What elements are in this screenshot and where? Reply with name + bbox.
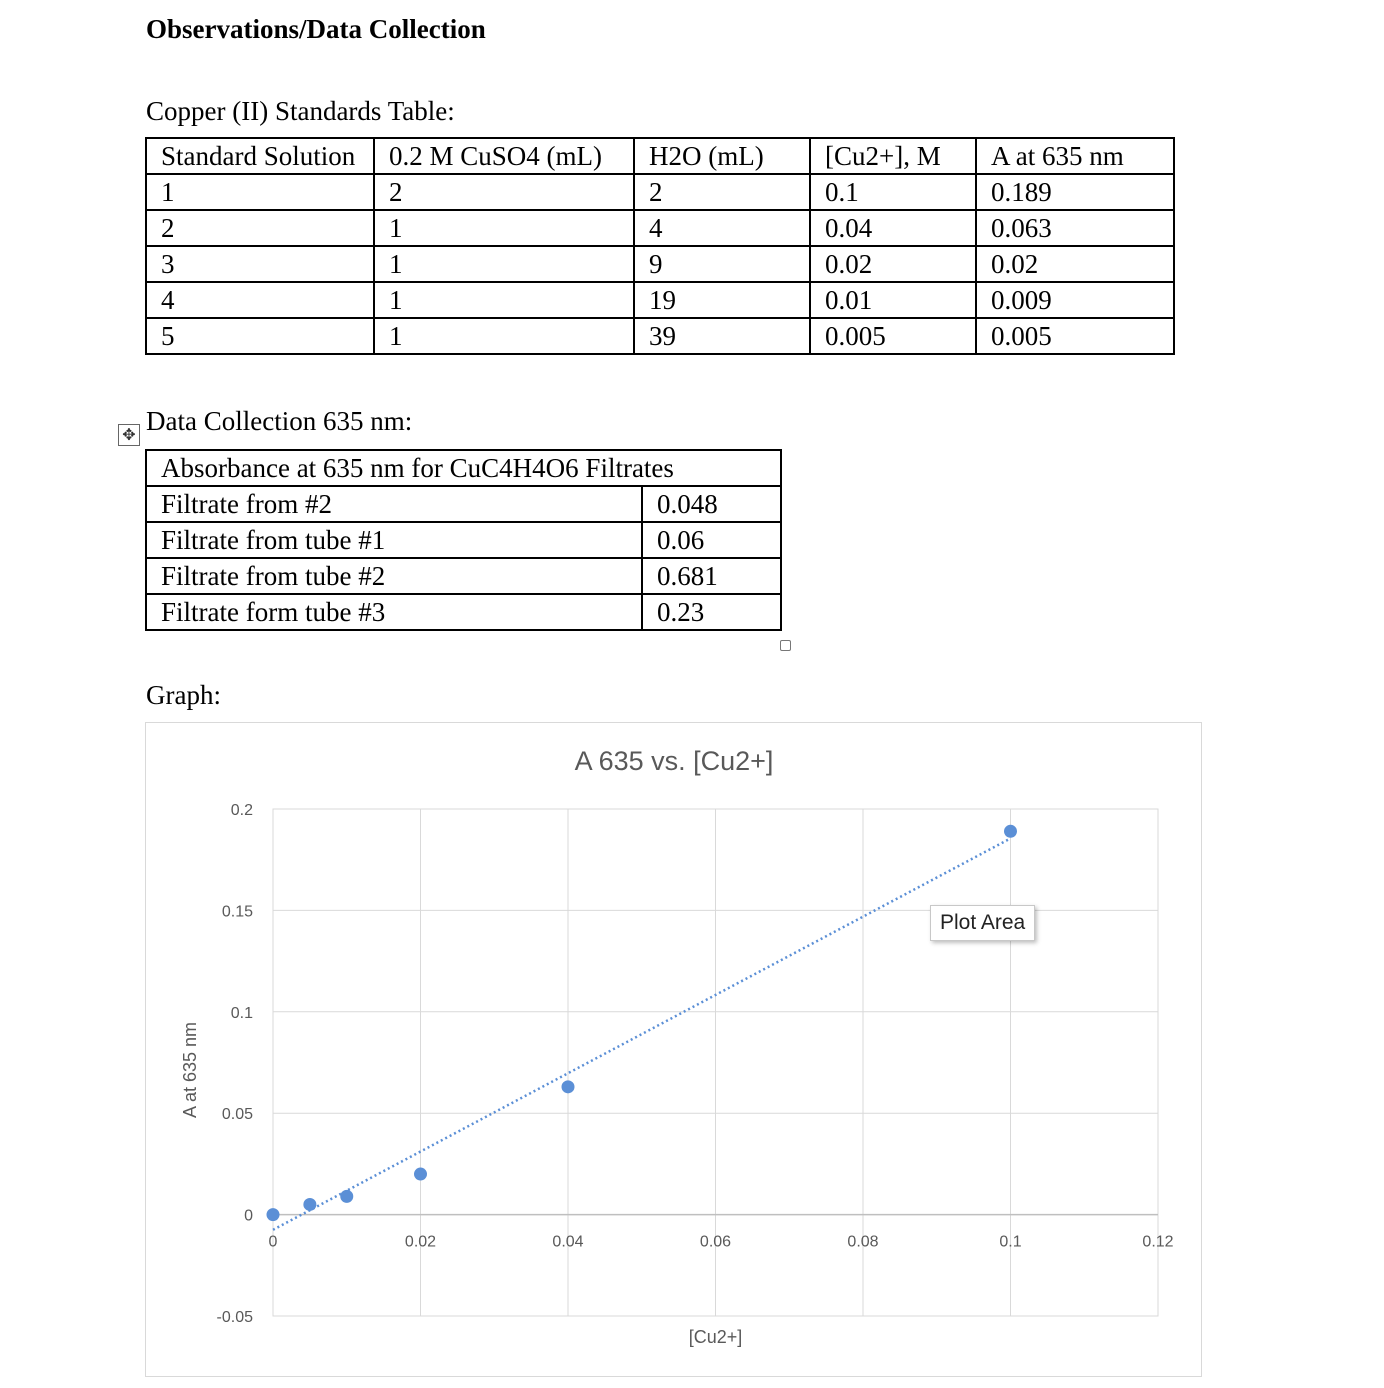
data-point (414, 1168, 427, 1181)
table-resize-handle[interactable] (780, 640, 791, 651)
table-cell[interactable]: 39 (634, 318, 810, 354)
table-cell[interactable]: Filtrate from tube #2 (146, 558, 642, 594)
chart-title: A 635 vs. [Cu2+] (574, 746, 774, 776)
table-cell[interactable]: Filtrate from #2 (146, 486, 642, 522)
y-tick-label: -0.05 (216, 1309, 253, 1326)
table-row (146, 522, 781, 558)
data-collection-table (145, 449, 782, 631)
data-point (562, 1080, 575, 1093)
header-cell[interactable]: 0.2 M CuSO4 (mL) (374, 138, 634, 174)
data-point (267, 1208, 280, 1221)
page-title: Observations/Data Collection (146, 14, 486, 44)
table-row (146, 174, 1174, 210)
table-header-row (146, 138, 1174, 174)
table-cell[interactable]: 4 (146, 282, 374, 318)
table-cell[interactable]: 2 (146, 210, 374, 246)
table-row (146, 486, 781, 522)
table-cell[interactable]: 1 (374, 210, 634, 246)
table-cell[interactable]: 5 (146, 318, 374, 354)
trendline (273, 838, 1011, 1229)
standards-table (145, 137, 1175, 355)
standards-table-caption: Copper (II) Standards Table: (146, 96, 455, 126)
x-axis-title: [Cu2+] (688, 1327, 743, 1347)
scatter-chart[interactable] (146, 723, 1201, 1376)
header-cell[interactable]: Standard Solution (146, 138, 374, 174)
x-tick-label: 0.02 (404, 1233, 437, 1251)
table-cell[interactable]: 0.048 (642, 486, 781, 522)
table-move-handle-icon[interactable]: ✥ (118, 424, 140, 446)
table-cell[interactable]: 0.063 (976, 210, 1174, 246)
table-cell[interactable]: 0.009 (976, 282, 1174, 318)
table-cell[interactable]: 3 (146, 246, 374, 282)
table-row (146, 282, 1174, 318)
table-cell[interactable]: 0.005 (810, 318, 976, 354)
table-cell[interactable]: 2 (374, 174, 634, 210)
y-tick-label: 0.1 (230, 1004, 253, 1022)
x-tick-label: 0.12 (1142, 1233, 1174, 1251)
graph-caption: Graph: (146, 680, 221, 710)
table-row (146, 558, 781, 594)
x-tick-label: 0.04 (552, 1233, 584, 1251)
table-cell[interactable]: 19 (634, 282, 810, 318)
y-axis-title: A at 635 nm (180, 1021, 200, 1119)
table-cell[interactable]: 0.02 (976, 246, 1174, 282)
table-cell[interactable]: 9 (634, 246, 810, 282)
table-header-row (146, 450, 781, 486)
x-tick-label: 0.08 (847, 1233, 879, 1251)
table-cell[interactable]: 0.1 (810, 174, 976, 210)
table-row (146, 318, 1174, 354)
table-row (146, 246, 1174, 282)
table-cell[interactable]: 2 (634, 174, 810, 210)
table-cell[interactable]: Filtrate from tube #1 (146, 522, 642, 558)
x-tick-label: 0.1 (999, 1233, 1022, 1251)
table-row (146, 210, 1174, 246)
table-cell[interactable]: 0.02 (810, 246, 976, 282)
y-tick-label: 0 (244, 1207, 253, 1225)
y-tick-label: 0.2 (230, 802, 253, 819)
table-cell[interactable]: 0.23 (642, 594, 781, 630)
data-point (340, 1190, 353, 1203)
table-cell[interactable]: 0.005 (976, 318, 1174, 354)
table-cell[interactable]: 1 (374, 318, 634, 354)
header-cell[interactable]: H2O (mL) (634, 138, 810, 174)
table-cell[interactable]: 0.681 (642, 558, 781, 594)
table-cell[interactable]: 1 (374, 282, 634, 318)
y-tick-label: 0.05 (221, 1106, 253, 1124)
table-cell[interactable]: 4 (634, 210, 810, 246)
header-cell[interactable]: [Cu2+], M (810, 138, 976, 174)
data-collection-caption: Data Collection 635 nm: (146, 406, 413, 436)
table-cell[interactable]: 0.06 (642, 522, 781, 558)
table-row (146, 594, 781, 630)
x-tick-label: 0.06 (699, 1233, 732, 1251)
table-cell[interactable]: 0.189 (976, 174, 1174, 210)
table-cell[interactable]: Filtrate form tube #3 (146, 594, 642, 630)
chart-frame[interactable] (145, 722, 1202, 1377)
header-cell[interactable]: A at 635 nm (976, 138, 1174, 174)
table-cell[interactable]: 0.04 (810, 210, 976, 246)
header-cell[interactable]: Absorbance at 635 nm for CuC4H4O6 Filtrates (146, 450, 781, 486)
plot-area-tooltip: Plot Area (930, 905, 1035, 941)
table-cell[interactable]: 1 (374, 246, 634, 282)
table-cell[interactable]: 1 (146, 174, 374, 210)
x-tick-label: 0 (268, 1233, 278, 1251)
data-point (303, 1198, 316, 1211)
y-tick-label: 0.15 (221, 903, 253, 921)
data-point (1004, 825, 1017, 838)
table-cell[interactable]: 0.01 (810, 282, 976, 318)
